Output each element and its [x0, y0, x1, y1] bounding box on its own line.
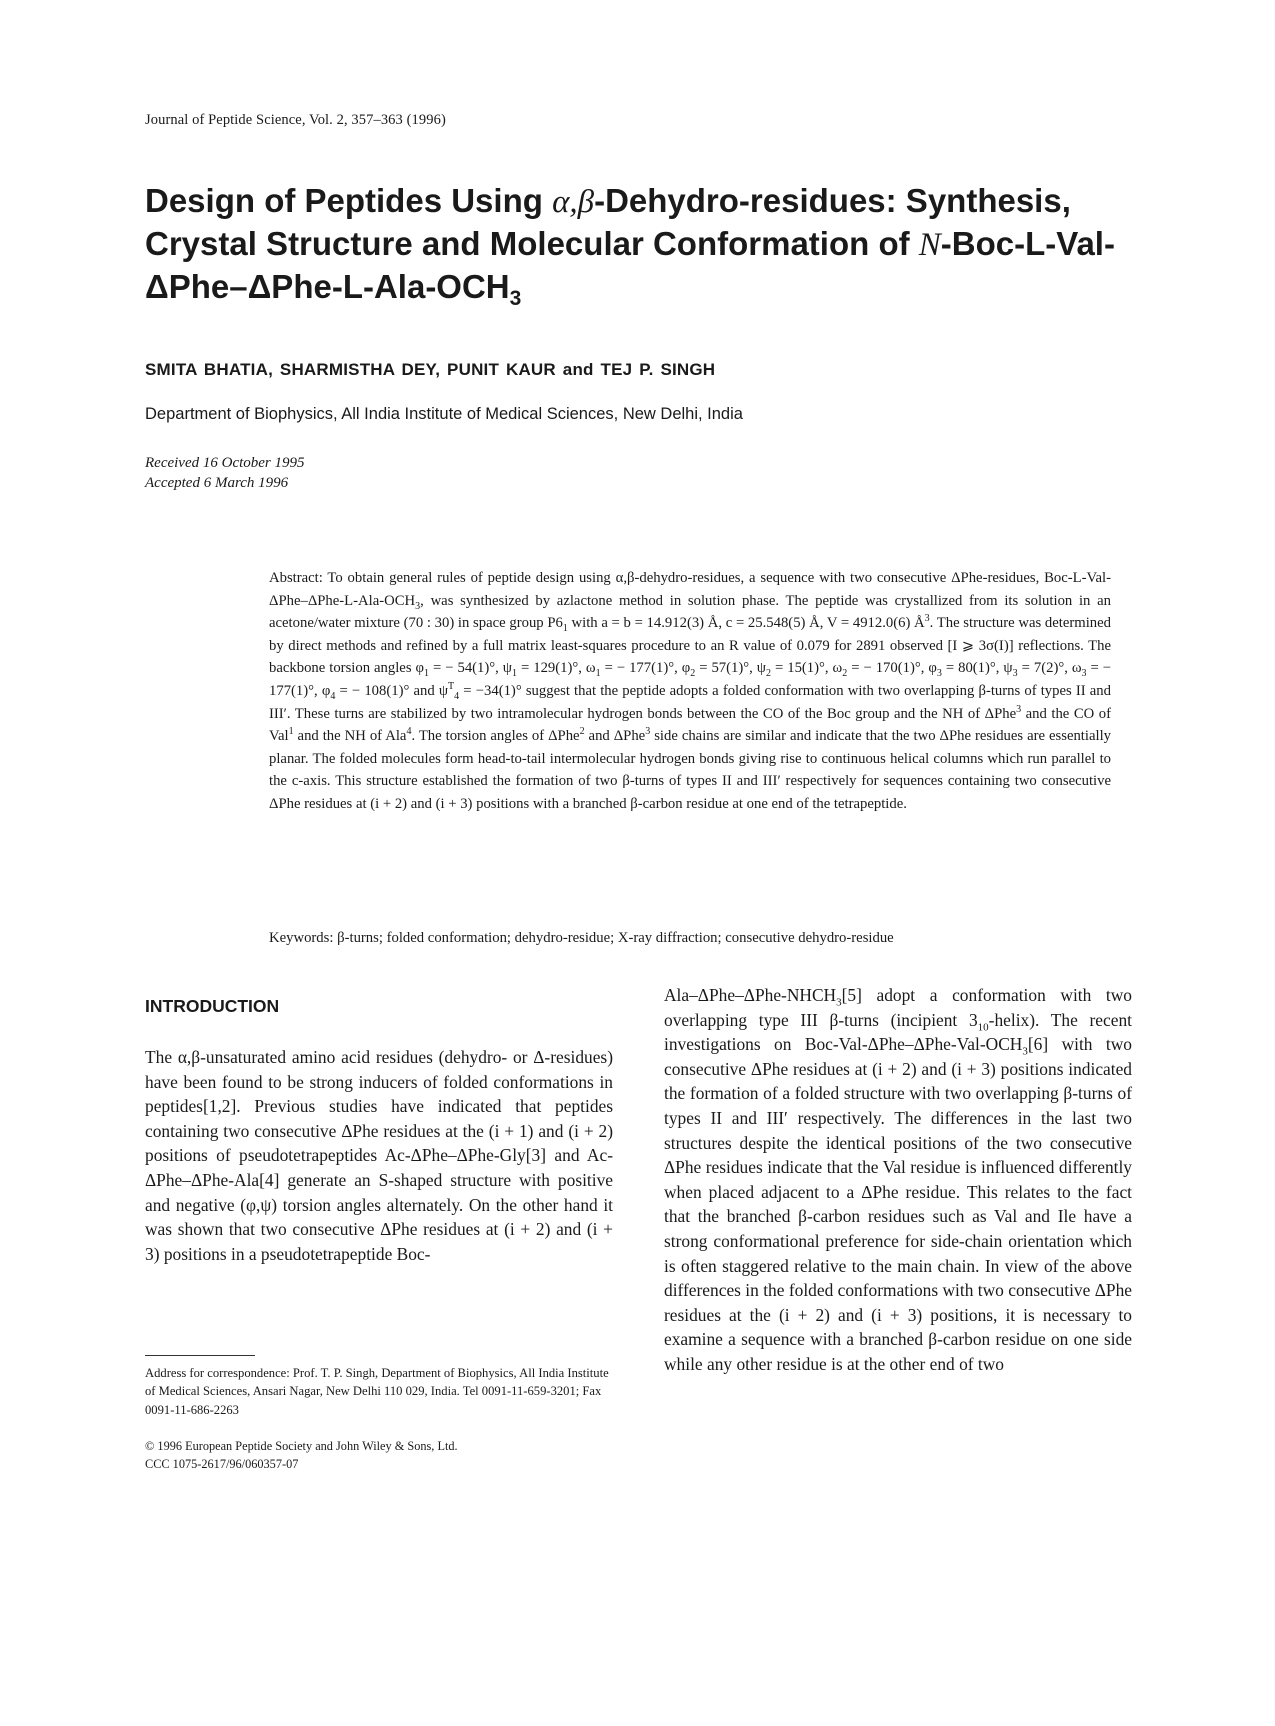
abstract-sub: 4 [330, 690, 336, 702]
abstract-text: side chains are similar and indicate that the two ΔPhe residues are essentially planar. The folded molecules form head-to-tail intermolecular hydrogen bonds giving rise to continuous helical columns which run parallel to the c-axis. This structure established the formation of two β-turns of types II and III′ respectively for sequences containing two consecutive ΔPhe residues at (i + 2) and (i + 3) positions with a branched β-carbon residue at one end of the tetrapeptide. [269, 728, 1111, 812]
abstract-text: , was synthesized by azlactone method in solution phase. The peptide was crystallized from its solution in an acetone/water mixture (70 : 30) in space group P6 [269, 592, 1111, 632]
abstract-text: = − 177(1)°, φ [600, 660, 691, 677]
abstract-text: = 15(1)°, ω [771, 660, 843, 677]
copyright-block [145, 1438, 615, 1473]
abstract-sub: 3 [1081, 668, 1087, 680]
title-part: Design of Peptides Using [145, 182, 553, 219]
article-dates [145, 453, 305, 493]
abstract [269, 567, 1111, 816]
correspondence-footnote: Address for correspondence: Prof. T. P. Singh, Department of Biophysics, All India Institute of Medical Sciences, Ansari Nagar, New Delhi 110 029, India. Tel 0091-11-659-3201; Fax 0091-11-686-2263 [145, 1366, 609, 1417]
abstract-sup: 2 [579, 726, 585, 738]
abstract-text: and ΔPhe [584, 728, 646, 745]
abstract-sub: 2 [842, 668, 848, 680]
introduction-left-column: The α,β-unsaturated amino acid residues (dehydro- or Δ-residues) have been found to be strong inducers of folded conformations in peptides[1,2]. Previous studies have indicated that peptides containing two consecutive ΔPhe residues at the (i + 1) and (i + 2) positions of pseudotetrapeptides Ac-ΔPhe–ΔPhe-Gly[3] and Ac-ΔPhe–ΔPhe-Ala[4] generate an S-shaped structure with positive and negative (φ,ψ) torsion angles alternately. On the other hand it was shown that two consecutive ΔPhe residues at (i + 2) and (i + 3) positions in a pseudotetrapeptide Boc- [145, 1047, 613, 1264]
abstract-text: and the NH of Ala [293, 728, 407, 745]
received-date: Received 16 October 1995 [145, 455, 305, 471]
introduction-right-column [664, 983, 1132, 1377]
body-text: [5] adopt a conformation with two overlapping type III β-turns (incipient 3 [664, 985, 1132, 1030]
abstract-sup: 4 [406, 726, 412, 738]
abstract-sup: 1 [288, 726, 294, 738]
abstract-sub: 3 [415, 600, 421, 612]
abstract-sup: 3 [924, 613, 930, 625]
author-list: SMITA BHATIA, SHARMISTHA DEY, PUNIT KAUR and TEJ P. SINGH [145, 360, 716, 379]
title-part: -Boc-L-Val-ΔPhe–ΔPhe-L-Ala-OCH [145, 225, 1115, 305]
title-subscript: 3 [509, 287, 522, 310]
journal-citation: Journal of Peptide Science, Vol. 2, 357–363 (1996) [145, 112, 446, 128]
title-part: -Dehydro-residues: Synthesis, Crystal Structure and Molecular Conformation of [145, 182, 1071, 262]
body-sub: 3 [836, 996, 842, 1009]
abstract-sub: 2 [766, 668, 771, 680]
abstract-text: = − 54(1)°, ψ [429, 660, 513, 677]
abstract-text: = − 170(1)°, φ [847, 660, 937, 677]
abstract-text: . The torsion angles of ΔPhe [411, 728, 580, 745]
abstract-text: and the CO of Val [269, 705, 1111, 745]
abstract-sup: T [448, 681, 455, 693]
body-text: Ala–ΔPhe–ΔPhe-NHCH [664, 985, 837, 1005]
abstract-sup: 3 [645, 726, 651, 738]
ccc-code: CCC 1075-2617/96/060357-07 [145, 1456, 299, 1471]
abstract-text: = − 177(1)°, φ [269, 660, 1112, 699]
abstract-sup: 3 [1016, 703, 1022, 715]
abstract-sub: 3 [936, 668, 942, 680]
abstract-sub: 1 [424, 668, 429, 680]
abstract-sub: 4 [454, 690, 460, 702]
body-sub: 3 [1022, 1045, 1028, 1058]
affiliation: Department of Biophysics, All India Institute of Medical Sciences, New Delhi, India [145, 405, 743, 423]
abstract-text: = 57(1)°, ψ [695, 660, 766, 677]
abstract-sub: 1 [562, 623, 568, 635]
abstract-sub: 1 [595, 668, 601, 680]
article-title [145, 180, 1145, 308]
abstract-text: Abstract: To obtain general rules of peptide design using α,β-dehydro-residues, a sequence with two consecutive ΔPhe-residues, Boc-L-Val-ΔPhe–ΔPhe-L-Ala-OCH [269, 570, 1111, 609]
abstract-text: = 129(1)°, ω [517, 660, 596, 677]
abstract-text: with a = b = 14.912(3) Å, c = 25.548(5) Å, V = 4912.0(6) Å [567, 615, 925, 632]
footnote-divider [145, 1355, 255, 1356]
abstract-text: . The structure was determined by direct methods and refined by a full matrix least-squares procedure to an R value of 0.079 for 2891 observed [I ⩾ 3σ(I)] reflections. The backbone torsion angles φ [269, 615, 1111, 677]
body-sub: 10 [977, 1021, 989, 1034]
section-heading-introduction: INTRODUCTION [145, 996, 280, 1016]
accepted-date: Accepted 6 March 1996 [145, 475, 289, 491]
abstract-sub: 2 [690, 668, 696, 680]
abstract-sub: 1 [512, 668, 518, 680]
abstract-text: = − 108(1)° and ψ [335, 682, 449, 699]
title-greek: α,β [552, 184, 595, 220]
copyright-line: © 1996 European Peptide Society and John Wiley & Sons, Ltd. [145, 1439, 458, 1453]
abstract-text: = −34(1)° suggest that the peptide adopts a folded conformation with two overlapping β-turns of types II and III′. These turns are stabilized by two intramolecular hydrogen bonds between the CO of the Boc group and the NH of ΔPhe [269, 682, 1111, 722]
body-text: -helix). The recent investigations on Boc-Val-ΔPhe–ΔPhe-Val-OCH [664, 1009, 1132, 1055]
abstract-text: = 80(1)°, ψ [941, 660, 1013, 677]
abstract-text: = 7(2)°, ω [1017, 660, 1082, 677]
abstract-sub: 3 [1012, 668, 1018, 680]
body-text: [6] with two consecutive ΔPhe residues at (i + 2) and (i + 3) positions indicated the formation of a folded structure with two overlapping β-turns of types II and III′ respectively. The differences in the last two structures despite the identical positions of the two consecutive ΔPhe residues indicate that the Val residue is influenced differently when placed adjacent to a ΔPhe residue. This relates to the fact that the branched β-carbon residues such as Val and Ile have a strong conformational preference for side-chain orientation which is often staggered relative to the main chain. In view of the above differences in the folded conformations with two consecutive ΔPhe residues at the (i + 2) and (i + 3) positions, it is necessary to examine a sequence with a branched β-carbon residue on one side while any other residue is at the other end of two [664, 1034, 1133, 1374]
keywords: Keywords: β-turns; folded conformation; dehydro-residue; X-ray diffraction; consecutive dehydro-residue [269, 930, 894, 946]
title-n-prefix: N [918, 227, 941, 263]
